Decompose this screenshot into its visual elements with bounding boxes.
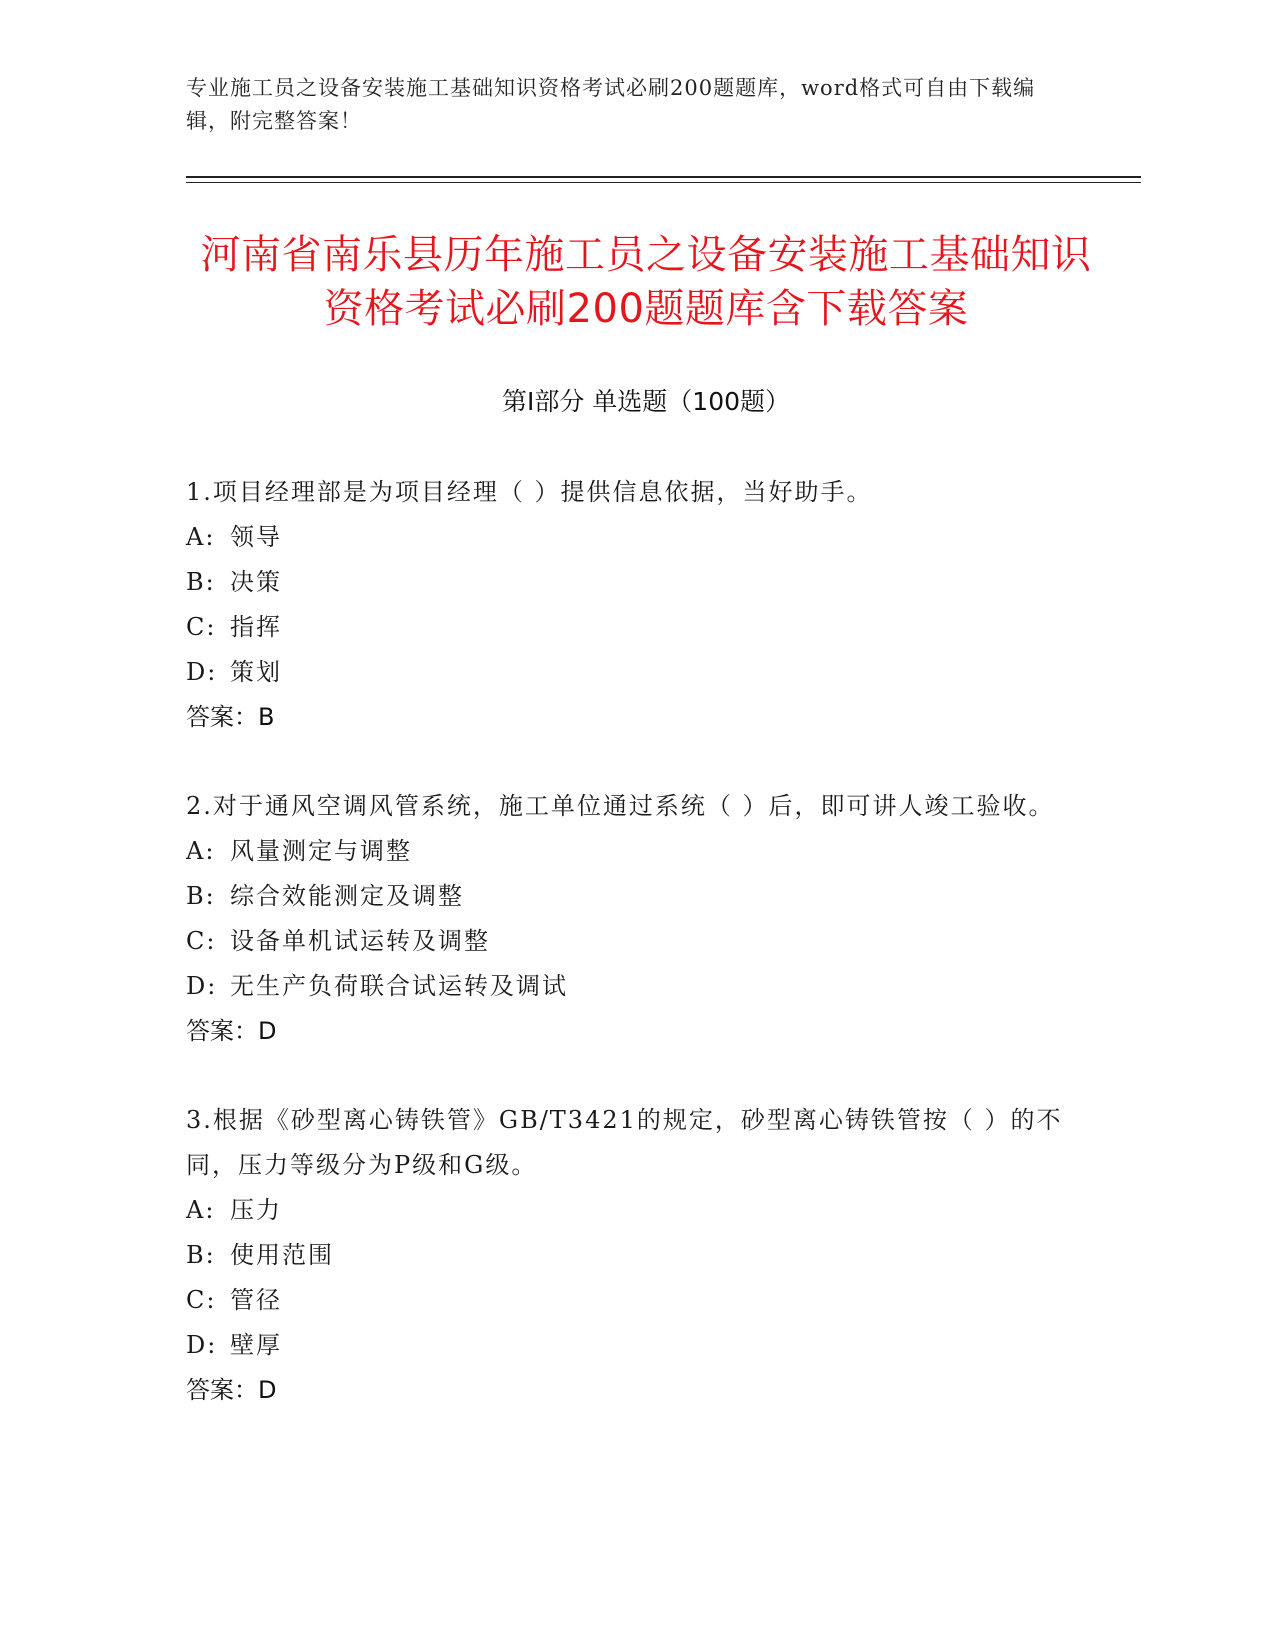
option-text: 综合效能测定及调整 bbox=[230, 882, 464, 910]
option-a bbox=[186, 515, 1086, 560]
option-a bbox=[186, 1188, 1086, 1233]
option-text: 无生产负荷联合试运转及调试 bbox=[230, 972, 568, 1000]
question-list bbox=[186, 470, 1086, 1457]
option-letter: D: bbox=[186, 1331, 218, 1359]
option-letter: A: bbox=[186, 837, 216, 865]
option-text: 使用范围 bbox=[230, 1241, 334, 1269]
option-letter: C: bbox=[186, 613, 217, 641]
option-letter: B: bbox=[186, 568, 216, 596]
option-text: 壁厚 bbox=[230, 1331, 282, 1359]
answer-line: 答案：B bbox=[186, 703, 275, 731]
question-text: 1.项目经理部是为项目经理（ ）提供信息依据，当好助手。 bbox=[186, 478, 873, 506]
header-rule-thick bbox=[186, 176, 1141, 178]
option-d bbox=[186, 650, 1086, 695]
option-c bbox=[186, 919, 1086, 964]
document-title: 河南省南乐县历年施工员之设备安装施工基础知识资格考试必刷200题题库含下载答案 bbox=[200, 232, 1092, 332]
option-letter: B: bbox=[186, 1241, 216, 1269]
question-item bbox=[186, 1098, 1086, 1413]
option-a bbox=[186, 829, 1086, 874]
answer-line: 答案：D bbox=[186, 1376, 277, 1404]
option-letter: C: bbox=[186, 1286, 217, 1314]
option-text: 指挥 bbox=[230, 613, 282, 641]
section-heading: 第Ⅰ部分 单选题（100题） bbox=[501, 387, 791, 416]
option-letter: D: bbox=[186, 972, 218, 1000]
option-text: 压力 bbox=[230, 1196, 282, 1224]
question-text: 2.对于通风空调风管系统，施工单位通过系统（ ）后，即可讲人竣工验收。 bbox=[186, 792, 1055, 820]
answer-line: 答案：D bbox=[186, 1017, 277, 1045]
option-text: 管径 bbox=[230, 1286, 282, 1314]
option-letter: A: bbox=[186, 1196, 216, 1224]
option-d bbox=[186, 1323, 1086, 1368]
question-item bbox=[186, 784, 1086, 1054]
option-text: 领导 bbox=[230, 523, 282, 551]
option-text: 设备单机试运转及调整 bbox=[230, 927, 490, 955]
option-c bbox=[186, 1278, 1086, 1323]
option-letter: D: bbox=[186, 658, 218, 686]
option-text: 策划 bbox=[230, 658, 282, 686]
option-b bbox=[186, 1233, 1086, 1278]
option-c bbox=[186, 605, 1086, 650]
question-text: 3.根据《砂型离心铸铁管》GB/T3421的规定，砂型离心铸铁管按（ ）的不同，压力等级分为P级和G级。 bbox=[186, 1106, 1063, 1179]
option-d bbox=[186, 964, 1086, 1009]
option-letter: A: bbox=[186, 523, 216, 551]
option-b bbox=[186, 560, 1086, 605]
header-rule-thin bbox=[186, 182, 1141, 183]
option-text: 决策 bbox=[230, 568, 282, 596]
header-note: 专业施工员之设备安装施工基础知识资格考试必刷200题题库，word格式可自由下载编辑，附完整答案！ bbox=[186, 76, 1036, 133]
option-b bbox=[186, 874, 1086, 919]
option-letter: C: bbox=[186, 927, 217, 955]
question-item bbox=[186, 470, 1086, 740]
option-letter: B: bbox=[186, 882, 216, 910]
option-text: 风量测定与调整 bbox=[230, 837, 412, 865]
